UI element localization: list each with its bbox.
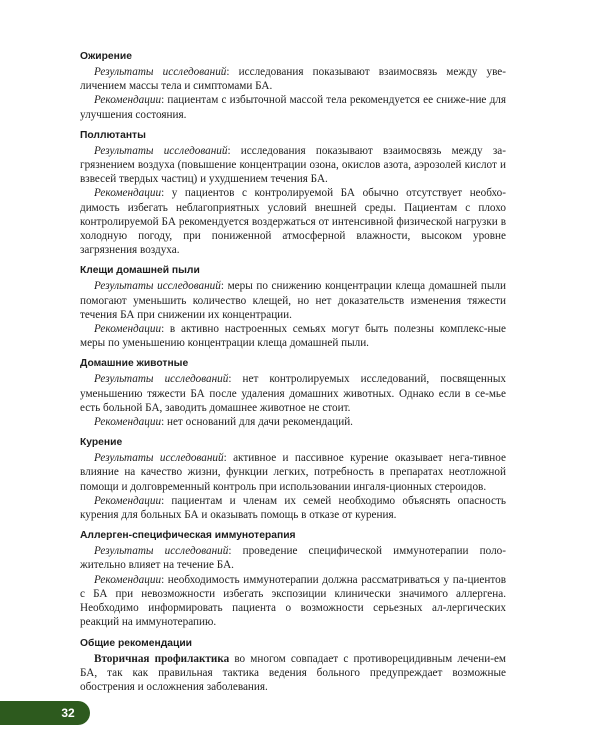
research-text: : проведение специфической иммунотерапии поло-жительно влияет на течение БА. (80, 545, 506, 572)
section-heading: Ожирение (80, 51, 132, 62)
page-number: 32 (61, 706, 75, 720)
recommendation-text: : нет оснований для дачи рекомендаций. (161, 416, 353, 429)
section-heading: Клещи домашней пыли (80, 265, 200, 277)
research-label: Результаты исследований (94, 545, 229, 558)
research-text: : активное и пассивное курение оказывает нега-тивное влияние на качество жизни, функции легких, потребность в препаратах неотложной помощи и долговременный контроль при использовании ингаля-ционных стероидов. (80, 452, 506, 493)
research-text: : исследования показывают взаимосвязь между уве-личением массы тела и симптомами БА. (80, 66, 506, 93)
recommendation-label: Рекомендации (94, 416, 162, 429)
recommendation-label: Рекомендации (94, 573, 162, 586)
recommendation-label: Рекомендации (94, 494, 162, 507)
research-label: Результаты исследований (94, 66, 227, 78)
recommendation-text: : пациентам и членам их семей необходимо объяснять опасность курения для больных БА и оказывать помощь в отказе от курения. (80, 494, 506, 522)
recommendation-paragraph (80, 415, 506, 429)
research-label: Результаты исследований (94, 452, 224, 465)
recommendation-paragraph (80, 494, 506, 522)
research-text: : нет контролируемых исследований, посвященных уменьшению тяжести БА после удаления домашних животных. Однако если в се-мье есть больной БА, заводить домашнее животное не стоит. (80, 373, 506, 414)
recommendation-label: Рекомендации (94, 94, 162, 107)
research-paragraph (80, 279, 506, 322)
page-number-tab (0, 701, 90, 725)
general-paragraph (80, 652, 506, 695)
recommendation-text: : пациентам с избыточной массой тела рекомендуется ее сниже-ние для улучшения состояния. (80, 94, 506, 121)
research-text: : меры по снижению концентрации клеща домашней пыли помогают уменьшить количество клещей, но нет доказательств изменения тяжести течения БА при снижении их концентрации. (80, 280, 506, 321)
recommendation-label: Рекомендации (94, 323, 162, 336)
research-paragraph (80, 144, 506, 187)
recommendation-text: : у пациентов с контролируемой БА обычно отсутствует необхо-димость избегать неблагоприятных условий внешней среды. Пациентам с плохо контролируемой БА рекомендуется воздержаться от интенсивной физической нагрузки в холодную погоду, при пониженной атмосферной влажности, высоком уровне загрязнения воздуха. (80, 187, 506, 257)
recommendation-paragraph (80, 322, 506, 350)
research-label: Результаты исследований (94, 280, 221, 293)
section-heading: Общие рекомендации (80, 637, 192, 649)
general-text: во многом совпадает с противорецидивным лечени-ем БА, так как правильная тактика ведения больного предупреждает возможные обострения и осложнения заболевания. (80, 652, 506, 693)
section-immunotherapy (80, 529, 506, 629)
recommendation-paragraph (80, 93, 506, 121)
research-paragraph (80, 65, 506, 93)
recommendation-text: : в активно настроенных семьях могут быть полезны комплекс-ные меры по уменьшению концентрации клеща домашней пыли. (80, 323, 506, 350)
research-paragraph (80, 451, 506, 494)
section-obesity (80, 50, 506, 122)
research-text: : исследования показывают взаимосвязь между за-грязнением воздуха (повышение концентрации озона, окислов азота, аэрозолей кислот и взвесей твердых частиц) и ухудшением течения БА. (80, 144, 506, 186)
section-heading: Аллерген-специфическая иммунотерапия (80, 530, 296, 542)
recommendation-text: : необходимость иммунотерапии должна рассматриваться у па-циентов с БА при невозможности избегать экспозиции клинически значимого аллергена. Необходимо информировать пациента о возможности серьезных ал-лергических реакций на иммунотерапию. (80, 573, 506, 629)
section-pets (80, 357, 506, 429)
research-label: Результаты исследований (94, 373, 229, 386)
section-heading: Курение (80, 437, 123, 449)
recommendation-label: Рекомендации (94, 187, 162, 200)
recommendation-paragraph (80, 186, 506, 257)
section-smoking (80, 436, 506, 522)
research-paragraph (80, 372, 506, 415)
page-content (80, 50, 506, 701)
research-label: Результаты исследований (94, 144, 228, 157)
general-lead: Вторичная профилактика (94, 652, 230, 665)
section-heading: Домашние животные (80, 358, 189, 370)
section-pollutants (80, 129, 506, 258)
research-paragraph (80, 544, 506, 572)
recommendation-paragraph (80, 573, 506, 630)
section-dust-mites (80, 264, 506, 350)
section-heading: Поллютанты (80, 129, 146, 141)
section-general-recommendations (80, 637, 506, 695)
